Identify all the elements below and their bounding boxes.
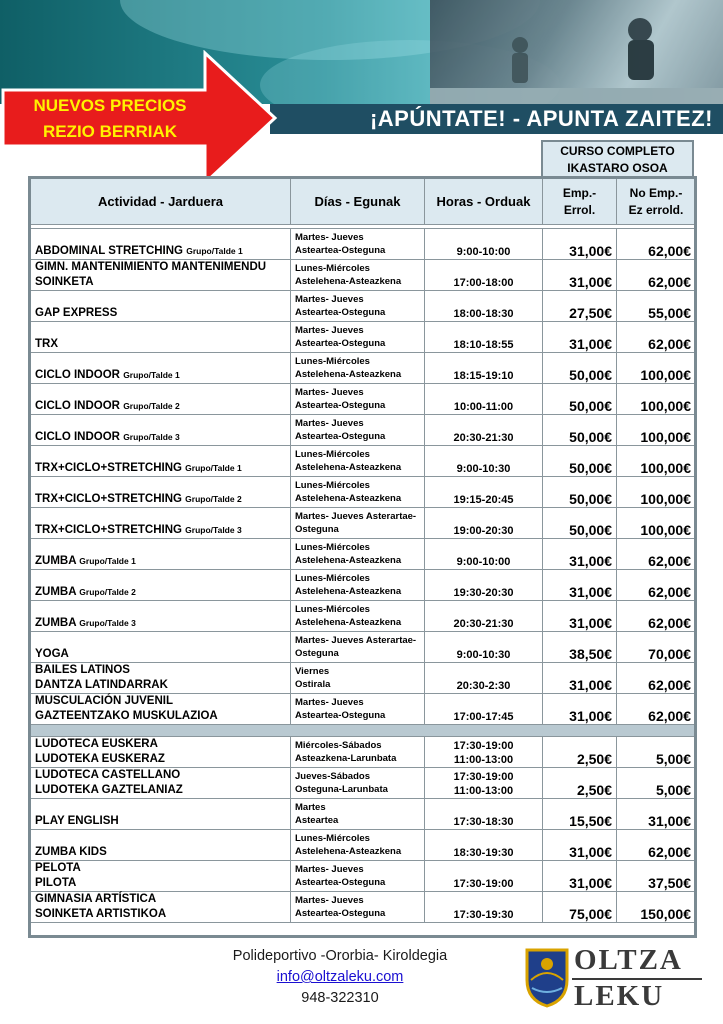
price-noemp-cell: 62,00€ <box>617 229 696 260</box>
activity-name-basque: SOINKETA <box>35 276 94 288</box>
hours-primary: 18:00-18:30 <box>453 308 514 320</box>
activity-group: Grupo/Talde 1 <box>185 463 242 473</box>
section-separator <box>31 725 696 737</box>
hours-cell <box>425 539 543 570</box>
separator-cell <box>31 725 696 737</box>
table-row <box>31 477 696 508</box>
days-basque: Astelehena-Asteazkena <box>295 276 402 287</box>
hours-cell <box>425 322 543 353</box>
days-spanish: Martes- Jueves Asterartae- <box>295 635 417 646</box>
table-row <box>31 508 696 539</box>
activity-cell <box>31 570 291 601</box>
hours-primary: 20:30-21:30 <box>453 432 514 444</box>
cyclist-illustration-icon <box>430 0 723 104</box>
days-basque: Astelehena-Asteazkena <box>295 369 402 380</box>
hours-cell <box>425 353 543 384</box>
days-spanish: Lunes-Miércoles <box>295 604 370 615</box>
days-spanish: Viernes <box>295 666 330 677</box>
price-emp-cell: 38,50€ <box>543 632 617 663</box>
price-emp-cell: 2,50€ <box>543 768 617 799</box>
price-emp-cell: 2,50€ <box>543 737 617 768</box>
days-cell <box>291 799 425 830</box>
price-emp-cell: 75,00€ <box>543 892 617 923</box>
days-cell <box>291 737 425 768</box>
hours-cell <box>425 508 543 539</box>
days-cell <box>291 601 425 632</box>
coat-of-arms-shield-icon <box>524 946 570 1008</box>
activity-cell <box>31 539 291 570</box>
price-table <box>30 178 696 923</box>
days-spanish: Jueves-Sábados <box>295 771 370 782</box>
price-noemp-cell: 31,00€ <box>617 799 696 830</box>
days-cell <box>291 768 425 799</box>
price-noemp-cell: 100,00€ <box>617 384 696 415</box>
days-basque: Astelehena-Asteazkena <box>295 586 402 597</box>
days-spanish: Lunes-Miércoles <box>295 480 370 491</box>
activity-name: ZUMBA KIDS <box>35 846 107 858</box>
days-basque: Asteartea-Osteguna <box>295 338 386 349</box>
column-emp-line-2: Errol. <box>563 202 596 217</box>
table-row <box>31 446 696 477</box>
days-basque: Osteguna-Larunbata <box>295 784 388 795</box>
activity-cell <box>31 384 291 415</box>
hours-cell <box>425 570 543 601</box>
table-row <box>31 830 696 861</box>
activity-cell <box>31 694 291 725</box>
days-spanish: Miércoles-Sábados <box>295 740 382 751</box>
activity-cell <box>31 663 291 694</box>
price-noemp-cell: 62,00€ <box>617 539 696 570</box>
logo-word-leku: LEKU <box>574 980 665 1012</box>
price-noemp-cell: 62,00€ <box>617 260 696 291</box>
activity-group: Grupo/Talde 2 <box>185 494 242 504</box>
price-emp-cell: 31,00€ <box>543 830 617 861</box>
price-noemp-cell: 62,00€ <box>617 570 696 601</box>
activity-name-basque: LUDOTEKA EUSKERAZ <box>35 753 165 765</box>
activity-cell <box>31 830 291 861</box>
price-emp-cell: 31,00€ <box>543 601 617 632</box>
kids-activities <box>31 737 696 923</box>
cycling-photo <box>430 0 723 104</box>
full-course-header <box>541 140 694 178</box>
price-noemp-cell: 5,00€ <box>617 737 696 768</box>
hours-primary: 10:00-11:00 <box>453 401 514 413</box>
days-basque: Asteartea-Osteguna <box>295 908 386 919</box>
price-emp-cell: 50,00€ <box>543 508 617 539</box>
price-emp-cell: 31,00€ <box>543 663 617 694</box>
hours-secondary: 11:00-13:00 <box>453 754 514 766</box>
days-spanish: Lunes-Miércoles <box>295 263 370 274</box>
days-cell <box>291 260 425 291</box>
days-cell <box>291 508 425 539</box>
hours-cell <box>425 768 543 799</box>
activity-name-basque: LUDOTEKA GAZTELANIAZ <box>35 784 183 796</box>
hours-primary: 17:30-18:30 <box>453 816 514 828</box>
days-cell <box>291 861 425 892</box>
table-row <box>31 799 696 830</box>
activity-name: ZUMBA <box>35 586 77 598</box>
activity-cell <box>31 322 291 353</box>
price-noemp-cell: 100,00€ <box>617 415 696 446</box>
hours-primary: 9:00-10:00 <box>456 246 511 258</box>
activity-group: Grupo/Talde 2 <box>123 401 180 411</box>
hours-primary: 9:00-10:30 <box>456 463 511 475</box>
hours-primary: 9:00-10:30 <box>456 649 511 661</box>
days-spanish: Martes- Jueves <box>295 325 364 336</box>
price-emp-cell: 27,50€ <box>543 291 617 322</box>
activity-group: Grupo/Talde 1 <box>79 556 136 566</box>
price-emp-cell: 31,00€ <box>543 229 617 260</box>
activity-name: YOGA <box>35 648 69 660</box>
activity-cell <box>31 229 291 260</box>
days-basque: Asteartea-Osteguna <box>295 877 386 888</box>
price-emp-cell: 50,00€ <box>543 477 617 508</box>
price-emp-cell: 31,00€ <box>543 861 617 892</box>
hours-primary: 18:10-18:55 <box>453 339 514 351</box>
table-row <box>31 353 696 384</box>
days-basque: Astelehena-Asteazkena <box>295 462 402 473</box>
hours-cell <box>425 632 543 663</box>
hours-primary: 17:00-18:00 <box>453 277 514 289</box>
days-basque: Astelehena-Asteazkena <box>295 846 402 857</box>
slogan-band <box>270 104 723 134</box>
days-cell <box>291 384 425 415</box>
table-row <box>31 768 696 799</box>
hours-cell <box>425 830 543 861</box>
days-spanish: Martes- Jueves <box>295 697 364 708</box>
activity-name-basque: PILOTA <box>35 877 77 889</box>
activity-name: TRX <box>35 338 58 350</box>
activity-name: TRX+CICLO+STRETCHING <box>35 524 182 536</box>
activity-cell <box>31 477 291 508</box>
table-row <box>31 601 696 632</box>
days-basque: Asteartea-Osteguna <box>295 400 386 411</box>
price-noemp-cell: 62,00€ <box>617 830 696 861</box>
days-basque: Asteartea-Osteguna <box>295 710 386 721</box>
days-cell <box>291 229 425 260</box>
activity-group: Grupo/Talde 3 <box>185 525 242 535</box>
price-noemp-cell: 37,50€ <box>617 861 696 892</box>
hours-cell <box>425 601 543 632</box>
table-row <box>31 632 696 663</box>
price-emp-cell: 50,00€ <box>543 384 617 415</box>
activity-name: PELOTA <box>35 862 81 874</box>
column-noemp-line-1: No Emp.- <box>629 185 683 200</box>
days-basque: Astelehena-Asteazkena <box>295 555 402 566</box>
hours-primary: 17:30-19:00 <box>453 771 514 783</box>
activity-name: TRX+CICLO+STRETCHING <box>35 493 182 505</box>
hours-cell <box>425 384 543 415</box>
course-header-line-1: CURSO COMPLETO <box>560 144 675 158</box>
hours-secondary: 11:00-13:00 <box>453 785 514 797</box>
hours-primary: 18:15-19:10 <box>453 370 514 382</box>
hours-primary: 20:30-2:30 <box>456 680 511 692</box>
price-emp-cell: 31,00€ <box>543 322 617 353</box>
slogan-text: ¡APÚNTATE! - APUNTA ZAITEZ! <box>369 106 713 131</box>
activity-cell <box>31 892 291 923</box>
table-row <box>31 892 696 923</box>
days-basque: Asteartea-Osteguna <box>295 307 386 318</box>
days-spanish: Martes- Jueves Asterartae- <box>295 511 417 522</box>
table-row <box>31 539 696 570</box>
email-link[interactable]: info@oltzaleku.com <box>276 969 404 985</box>
activity-name: CICLO INDOOR <box>35 369 120 381</box>
price-noemp-cell: 5,00€ <box>617 768 696 799</box>
price-emp-cell: 50,00€ <box>543 446 617 477</box>
table-row <box>31 861 696 892</box>
activity-cell <box>31 260 291 291</box>
activity-group: Grupo/Talde 3 <box>79 618 136 628</box>
days-spanish: Martes- Jueves <box>295 232 364 243</box>
table-row <box>31 694 696 725</box>
activity-name: LUDOTECA CASTELLANO <box>35 769 181 781</box>
price-emp-cell: 50,00€ <box>543 353 617 384</box>
days-spanish: Lunes-Miércoles <box>295 449 370 460</box>
hours-cell <box>425 477 543 508</box>
days-cell <box>291 477 425 508</box>
days-cell <box>291 446 425 477</box>
hours-primary: 9:00-10:00 <box>456 556 511 568</box>
hours-primary: 17:30-19:00 <box>453 878 514 890</box>
hours-cell <box>425 694 543 725</box>
days-spanish: Martes- Jueves <box>295 294 364 305</box>
activity-cell <box>31 799 291 830</box>
activity-name: CICLO INDOOR <box>35 431 120 443</box>
hours-cell <box>425 892 543 923</box>
hours-cell <box>425 229 543 260</box>
activity-cell <box>31 415 291 446</box>
hours-primary: 19:15-20:45 <box>453 494 514 506</box>
phone-number: 948-322310 <box>301 990 379 1006</box>
logo-word-oltza: OLTZA <box>574 944 683 976</box>
hours-primary: 20:30-21:30 <box>453 618 514 630</box>
days-spanish: Lunes-Miércoles <box>295 573 370 584</box>
oltza-leku-logo <box>522 942 702 1012</box>
activity-name: ZUMBA <box>35 617 77 629</box>
table-row <box>31 322 696 353</box>
separator-row <box>31 725 696 737</box>
days-basque: Osteguna <box>295 648 339 659</box>
days-cell <box>291 353 425 384</box>
activity-name: PLAY ENGLISH <box>35 815 119 827</box>
activity-name: GIMNASIA ARTÍSTICA <box>35 893 157 905</box>
activity-cell <box>31 353 291 384</box>
activity-cell <box>31 291 291 322</box>
column-hours: Horas - Orduak <box>425 179 543 225</box>
days-cell <box>291 539 425 570</box>
days-cell <box>291 632 425 663</box>
activity-cell <box>31 508 291 539</box>
price-emp-cell: 31,00€ <box>543 570 617 601</box>
hours-cell <box>425 799 543 830</box>
days-basque: Astelehena-Asteazkena <box>295 493 402 504</box>
course-header-line-2: IKASTARO OSOA <box>567 161 668 175</box>
days-basque: Asteazkena-Larunbata <box>295 753 397 764</box>
promo-line-1: NUEVOS PRECIOS <box>33 96 187 115</box>
activity-name: GIMN. MANTENIMIENTO MANTENIMENDU <box>35 261 267 273</box>
price-noemp-cell: 150,00€ <box>617 892 696 923</box>
hours-cell <box>425 260 543 291</box>
activity-name-basque: DANTZA LATINDARRAK <box>35 679 168 691</box>
days-cell <box>291 415 425 446</box>
days-basque: Asteartea <box>295 815 339 826</box>
activity-cell <box>31 737 291 768</box>
days-basque: Ostirala <box>295 679 331 690</box>
days-spanish: Lunes-Miércoles <box>295 542 370 553</box>
days-spanish: Martes- Jueves <box>295 418 364 429</box>
table-row <box>31 229 696 260</box>
price-noemp-cell: 62,00€ <box>617 663 696 694</box>
price-noemp-cell: 100,00€ <box>617 508 696 539</box>
days-spanish: Lunes-Miércoles <box>295 356 370 367</box>
table-row <box>31 291 696 322</box>
table-row <box>31 663 696 694</box>
hours-cell <box>425 415 543 446</box>
activity-name: LUDOTECA EUSKERA <box>35 738 158 750</box>
hours-primary: 19:30-20:30 <box>453 587 514 599</box>
adult-activities <box>31 229 696 725</box>
activity-name: CICLO INDOOR <box>35 400 120 412</box>
price-noemp-cell: 62,00€ <box>617 601 696 632</box>
price-emp-cell: 31,00€ <box>543 539 617 570</box>
hours-cell <box>425 663 543 694</box>
days-spanish: Martes <box>295 802 326 813</box>
activity-cell <box>31 861 291 892</box>
activity-name-basque: SOINKETA ARTISTIKOA <box>35 908 167 920</box>
activity-group: Grupo/Talde 3 <box>123 432 180 442</box>
activity-name: ABDOMINAL STRETCHING <box>35 245 184 257</box>
days-cell <box>291 570 425 601</box>
hours-primary: 18:30-19:30 <box>453 847 514 859</box>
hours-primary: 17:30-19:30 <box>453 909 514 921</box>
hours-primary: 17:00-17:45 <box>453 711 514 723</box>
activity-group: Grupo/Talde 1 <box>123 370 180 380</box>
table-row <box>31 737 696 768</box>
table-row <box>31 570 696 601</box>
activity-group: Grupo/Talde 1 <box>186 246 243 256</box>
days-cell <box>291 830 425 861</box>
column-emp <box>543 179 617 225</box>
price-emp-cell: 31,00€ <box>543 260 617 291</box>
hours-cell <box>425 861 543 892</box>
price-emp-cell: 31,00€ <box>543 694 617 725</box>
price-noemp-cell: 70,00€ <box>617 632 696 663</box>
days-basque: Astelehena-Asteazkena <box>295 617 402 628</box>
days-cell <box>291 291 425 322</box>
price-noemp-cell: 62,00€ <box>617 694 696 725</box>
days-basque: Osteguna <box>295 524 339 535</box>
days-spanish: Martes- Jueves <box>295 864 364 875</box>
activity-name: GAP EXPRESS <box>35 307 118 319</box>
hours-cell <box>425 446 543 477</box>
days-cell <box>291 663 425 694</box>
price-noemp-cell: 62,00€ <box>617 322 696 353</box>
days-cell <box>291 892 425 923</box>
activity-name: MUSCULACIÓN JUVENIL <box>35 695 174 707</box>
activity-cell <box>31 768 291 799</box>
activity-name: ZUMBA <box>35 555 77 567</box>
activity-cell <box>31 446 291 477</box>
promo-arrow <box>0 50 280 186</box>
table-header-row <box>31 179 696 225</box>
days-spanish: Martes- Jueves <box>295 895 364 906</box>
activity-name-basque: GAZTEENTZAKO MUSKULAZIOA <box>35 710 218 722</box>
venue-name: Polideportivo -Ororbia- Kiroldegia <box>232 948 448 964</box>
table-row <box>31 384 696 415</box>
days-basque: Asteartea-Osteguna <box>295 245 386 256</box>
days-cell <box>291 694 425 725</box>
promo-line-2: REZIO BERRIAK <box>42 122 178 141</box>
price-noemp-cell: 100,00€ <box>617 477 696 508</box>
footer-contact <box>180 946 500 1009</box>
column-days: Días - Egunak <box>291 179 425 225</box>
table-row <box>31 260 696 291</box>
price-emp-cell: 50,00€ <box>543 415 617 446</box>
days-spanish: Lunes-Miércoles <box>295 833 370 844</box>
days-spanish: Martes- Jueves <box>295 387 364 398</box>
days-basque: Asteartea-Osteguna <box>295 431 386 442</box>
column-emp-line-1: Emp.- <box>562 185 597 200</box>
column-noemp <box>617 179 696 225</box>
hours-cell <box>425 737 543 768</box>
activity-cell <box>31 632 291 663</box>
days-cell <box>291 322 425 353</box>
price-noemp-cell: 55,00€ <box>617 291 696 322</box>
column-activity: Actividad - Jarduera <box>31 179 291 225</box>
hours-cell <box>425 291 543 322</box>
price-noemp-cell: 100,00€ <box>617 353 696 384</box>
activity-group: Grupo/Talde 2 <box>79 587 136 597</box>
activity-cell <box>31 601 291 632</box>
price-noemp-cell: 100,00€ <box>617 446 696 477</box>
price-emp-cell: 15,50€ <box>543 799 617 830</box>
activity-name: BAILES LATINOS <box>35 664 130 676</box>
column-noemp-line-2: Ez errold. <box>628 202 684 217</box>
table-row <box>31 415 696 446</box>
hours-primary: 17:30-19:00 <box>453 740 514 752</box>
activity-name: TRX+CICLO+STRETCHING <box>35 462 182 474</box>
hours-primary: 19:00-20:30 <box>453 525 514 537</box>
